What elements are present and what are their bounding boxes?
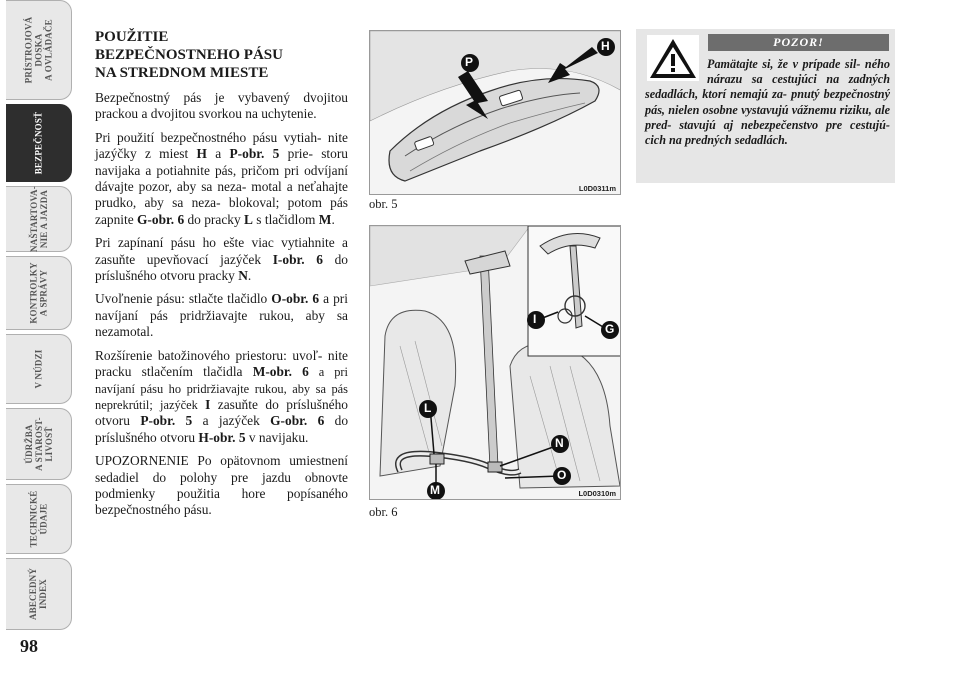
paragraph-fastening: Pri zapínaní pásu ho ešte viac vytiahnite a zasuňte upevňovací jazýček I-obr. 6 do príslušného otvoru pracky N. — [95, 235, 348, 284]
figure-code: L0D0311m — [578, 184, 616, 193]
figure-6-belt-buckle — [369, 225, 621, 500]
figure-code: L0D0310m — [578, 489, 616, 498]
tab-label: TECHNICKÉ ÚDAJE — [28, 490, 49, 548]
tab-pristrojova-doska[interactable] — [6, 0, 72, 100]
label-p: P — [465, 55, 474, 69]
label-g: G — [605, 322, 615, 336]
figure-6-caption: obr. 6 — [369, 505, 398, 519]
seat-belt-illustration — [370, 226, 621, 500]
tab-label: NAŠTARTOVA- NIE A JAZDA — [28, 186, 49, 252]
tab-bezpecnost[interactable] — [6, 104, 72, 182]
paragraph-notice: UPOZORNENIE Po opätovnom umiestnení sedadiel do polohy pre jazdu obnovte podmienky použitia hore popísaného bezpečnostného pásu. — [95, 453, 348, 518]
label-m: M — [430, 483, 440, 497]
paragraph-usage: Pri použití bezpečnostného pásu vytiah- nite jazýčky z miest H a P-obr. 5 prie- storu navijaka a potiahnite pás, pričom pri odvíjaní dávajte pozor, aby sa neza- motal a neťahajte prudko, aby sa neza- blokoval; potom pás zapnite G-obr. 6 do pracky L s tlačidlom M. — [95, 129, 348, 227]
warning-text: Pamätajte si, že v prípade sil- ného nárazu sa cestujúci na zadných sedadlách, ktorí nemajú za- pnutý bezpečnostný pás, nielen osobne vystavujú vážnemu riziku, ale pred- stavujú aj nebezpečenstvo pre cestujú- cich na predných sedadlách. — [645, 57, 890, 148]
tab-technicke-udaje[interactable] — [6, 484, 72, 554]
label-h: H — [601, 39, 610, 53]
tab-label: ABECEDNÝ INDEX — [28, 567, 49, 621]
figure-5-retractor — [369, 30, 621, 195]
tab-label: PRÍSTROJOVÁ DOSKA A OVLÁDAČE — [23, 16, 54, 84]
text-column — [95, 28, 348, 526]
tab-label: V NÚDZI — [33, 349, 44, 389]
tab-label: BEZPEČNOSŤ — [33, 111, 44, 175]
label-n: N — [555, 436, 564, 450]
label-o: O — [557, 468, 567, 482]
tab-label: ÚDRŽBA A STAROST- LIVOSŤ — [23, 417, 54, 471]
label-l: L — [424, 401, 432, 415]
retractor-illustration — [370, 31, 621, 195]
figure-5-caption: obr. 5 — [369, 197, 398, 211]
tab-v-nudzi[interactable] — [6, 334, 72, 404]
label-i: I — [533, 312, 537, 326]
section-title: POUŽITIE BEZPEČNOSTNEHO PÁSU NA STREDNOM MIESTE — [95, 29, 283, 81]
paragraph-intro: Bezpečnostný pás je vybavený dvojitou prackou a dvojitou svorkou na uchytenie. — [95, 90, 348, 122]
paragraph-release: Uvoľnenie pásu: stlačte tlačidlo O-obr. 6 a pri navíjaní pás pridržiavajte rukou, aby sa nezamotal. — [95, 291, 348, 340]
tab-udrzba[interactable] — [6, 408, 72, 480]
paragraph-luggage: Rozšírenie batožinového priestoru: uvoľ- nite pracku stlačením tlačidla M-obr. 6 a pri navíjaní pásu ho pridržiavajte rukou, aby sa pás neprekrútil; jazýček I zasuňte do príslušného otvoru P-obr. 5 a jazýček G-obr. 6 do príslušného otvoru H-obr. 5 v navijaku. — [95, 347, 349, 445]
tab-abecedny-index[interactable] — [6, 558, 72, 630]
page-number: 98 — [20, 636, 38, 656]
warning-title: POZOR! — [708, 34, 889, 51]
tab-nastartovanie[interactable] — [6, 186, 72, 252]
tab-kontrolky[interactable] — [6, 256, 72, 330]
tab-label: KONTROLKY A SPRÁVY — [28, 262, 49, 324]
warning-box — [636, 29, 895, 183]
chapter-tab-bar — [0, 0, 75, 635]
